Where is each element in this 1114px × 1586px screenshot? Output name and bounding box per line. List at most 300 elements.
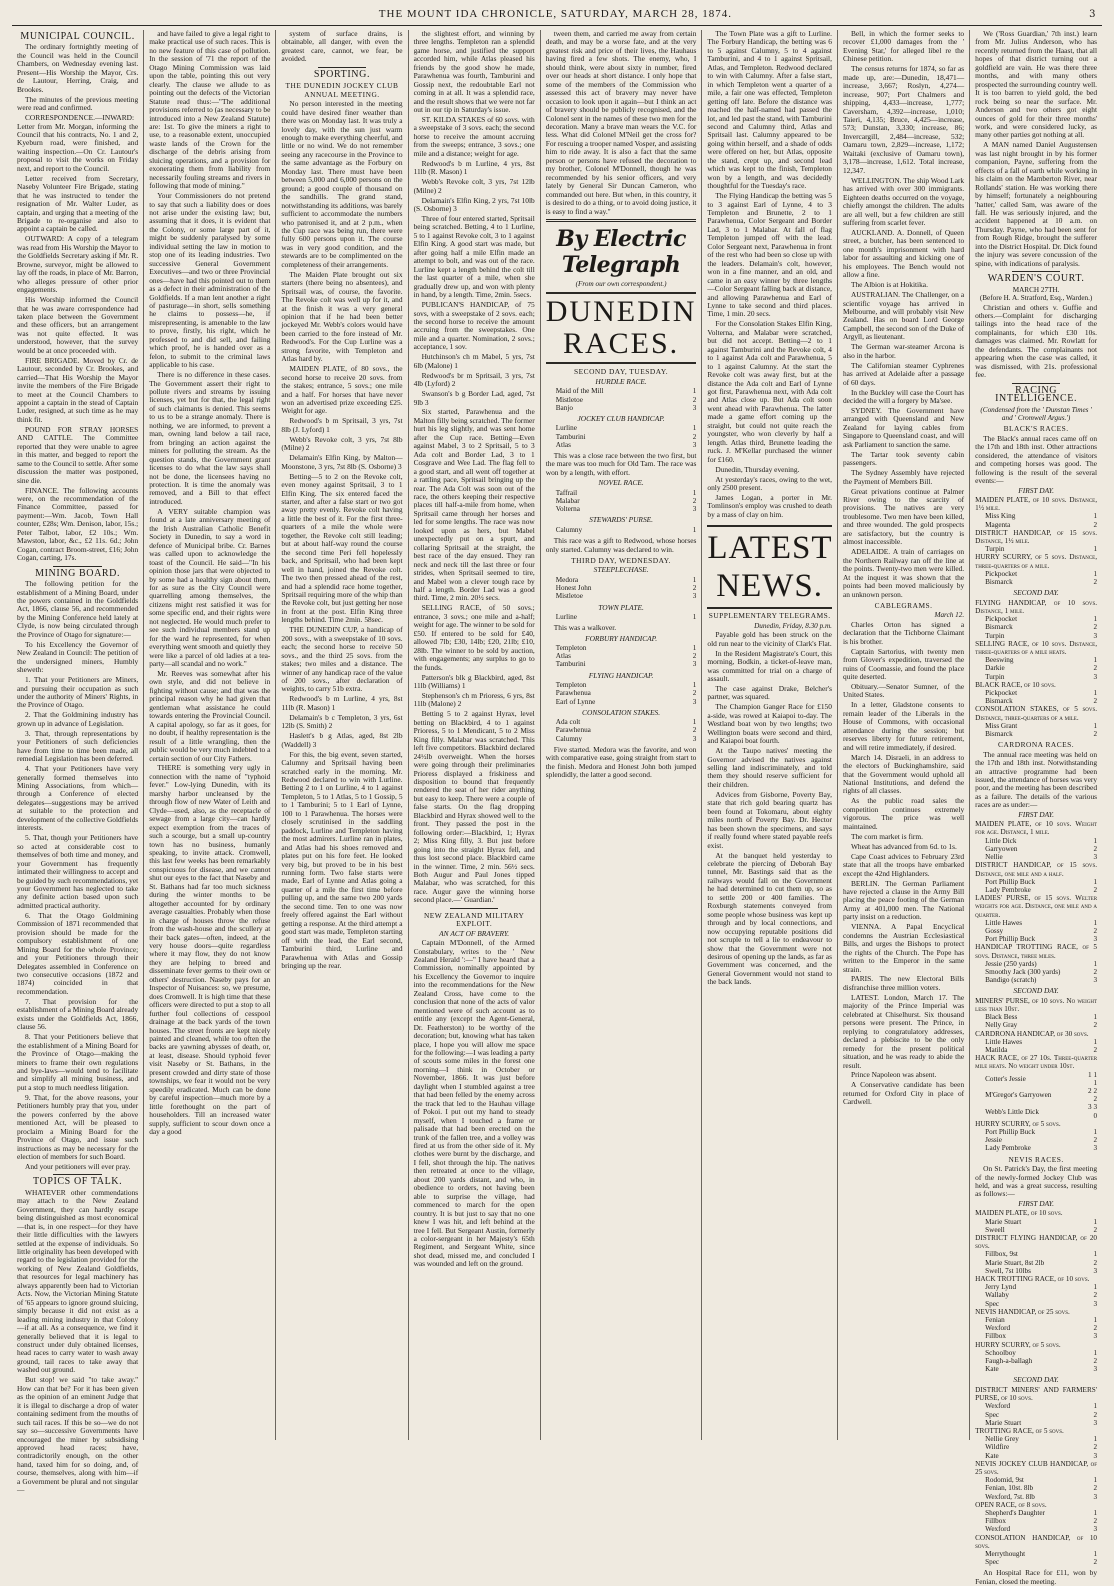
result-name: Little Dick [985,836,1017,845]
result-name: CONSOLATION STAKES, of 5 sovs. Distance, three-quarters of a mile. [975,705,1098,722]
result-row [975,545,1097,553]
result-name: Wexford [985,1324,1011,1333]
paragraph: Swanson's b g Border Lad, aged, 7st 9lb 3 [413,389,535,407]
paragraph: Letter received from Secretary, Naseby Volunteer Fire Brigade, stating that he was instructed to tender the resignation of Mr. Walter Luder, as captain, and urging that a meeting of the Brigade to re-organise and also to appoint a captain be called. [17,173,139,234]
result-row [975,1209,1097,1217]
result-place: 2 [1093,885,1098,894]
result-row [546,404,697,412]
result-row [975,1435,1097,1443]
result-row [546,613,697,621]
consolation-stakes-heading: CONSOLATION STAKES. [582,707,661,717]
result-row [546,660,697,668]
result-name: Fillbox [985,1332,1006,1341]
cardrona-first-day-results [975,820,1097,984]
result-name: Port Phillip Buck [985,877,1036,886]
result-name: HACK TROTTING RACE, of 10 sovs. [975,1275,1090,1283]
supplementary-telegrams-body [707,631,832,987]
paragraph: 2. That the Goldmining industry has grown up in advance of Legislation. [17,710,139,728]
result-row [546,441,697,449]
result-place: 3 [692,505,697,514]
paragraph: OUTWARD: A copy of a telegram was read from His Worship the Mayor to the Goldfields Secretary asking if Mr. R. Browne, surveyor, might be allowed to lay off the roads, in place of Mr. Barron, who alleges pressure of other prior engagements. [17,234,139,295]
result-name: Jessie (250 yards) [985,959,1037,968]
result-place: 1 [1093,1348,1098,1357]
result-row [975,1250,1097,1258]
latest-news-banner: LATEST NEWS. [707,525,832,609]
dunedin-jockey-club-heading: THE DUNEDIN JOCKEY CLUB ANNUAL MEETING. [285,81,399,99]
column-1 [12,30,144,1495]
result-row [975,1144,1097,1152]
nevis-races-intro: On St. Patrick's Day, the first meeting of the newly-formed Jockey Club was held, and was a great success, resulting as follows:— [975,1164,1098,1199]
paragraph: CORRESPONDENCE.—INWARD: Letter from Mr. Morgan, informing the Council that his contracts, No. 1 and 2, Kyeburn road, were finished, and waiting inspection.—On Cr. Lautour's proposal to visit the works on Friday next, and report to the Council. [17,113,139,173]
result-row [546,505,697,513]
result-row [975,1386,1097,1402]
result-row [975,820,1097,836]
result-name: Wexford [985,1402,1011,1411]
masthead-spacer [18,9,22,20]
result-place: 2 [1093,1258,1098,1267]
result-place: 1 [1093,877,1098,886]
hurdle-results [546,387,697,412]
paragraph: 5. That, though your Petitioners have so acted at considerable cost to themselves of both time and money, and your Government has frequently intimated their willingness to accept and be guided by such recommendations, yet your Government has neglected to take any definite action based upon such admitted practical authority. [17,833,139,910]
paragraph: 9. That, for the above reasons, your Petitioners humbly pray that you, under the powers conferred by the above mentioned Act, will be pleased to proclaim a Mining Board for the Province of Otago, and issue such instructions as may be necessary for the election of members for such Board. [17,1092,139,1161]
jc-handicap-heading: JOCKEY CLUB HANDICAP. [577,413,665,423]
result-row [975,1021,1097,1029]
result-name: HACK RACE, of 27 10s. Three-quarter mile heats. No weight under 10st. [975,1054,1098,1071]
consolation-stakes-note: Five started. Medora was the favorite, and won with comparative ease, going straight from start to the finish. Medora and Honest John both jumped splendidly, the latter a good second. [545,744,697,780]
paragraph: As the public road sales the competition continues extremely vigorous. The price was well maintained. [842,796,965,831]
paragraph: AUSTRALIAN. The Challenger, on a scientific voyage has arrived in Melbourne, and will probably visit New Zealand. Has on board Lord George Campbell, the second son of the Duke of Argyll, as lieutenant. [842,290,965,342]
paragraph: There is no difference in these cases. The Government assert their right to pollute rivers and streams by issuing licenses, yet but for that, the legal right of such claimants is denied. This seems to us to be a strange anomaly. There is nothing, we are informed, to prevent a man, owning land below a tail race, from bringing an action against the miners for polluting the stream. As the question stands, the Government grant licenses to do what the law says shall not be done, the licensees having no protection. It is time the anomaly was removed, and a Bill to that effect introduced. [149,370,271,506]
result-place: 2 [1093,1046,1098,1055]
paragraph: A VERY suitable champion was found at a late anniversary meeting of the Irish Australian Catholic Benefit Society in Dunedin, to say a word in defence of Municipal bribe. Cr. Barnes was called upon to acknowledge the toast of the Council. He said—"In his opinion those jars that were objected to by some had a healthy sign about them, for as sure as the City Council were quarrelling among themselves, the citizens might rest satisfied it was for some specific end, and their rights were not neglected. He would much prefer to see such individual members stand up for the ward he represented, for when everything went smooth and quietly they were like a parcel of old ladies at a tea-party—all scandal and no work." [149,506,271,669]
result-place: 1 [692,718,697,727]
blacks-second-day: SECOND DAY. [1013,588,1059,598]
column-4 [409,30,541,1440]
mining-board-body [17,580,138,1171]
result-row [975,894,1097,919]
result-row [975,1525,1097,1533]
result-row [975,1402,1097,1410]
paragraph: Your Commissioners do not pretend to say that such a liability does or does not arise under the existing law; but, assuming that it does, it is evident that the Colony, or some large part of it, might be suddenly paralysed by some individual setting the law in motion to stop one of its leading industries. Two successive General Government Executives—and two or three Provincial ones—have had this pointed out to them as a defect in their administration of the Goldfields. If a man lent another a right of pasturage—in short, sells something he claims to possess—he, if misrepresenting, is amenable to the law to prove, firstly, his right, which he professed to and did sell, and failing which proof, he is handed over as a felon, to submit to the criminal laws applicable to his case. [149,191,271,370]
result-row [975,1316,1097,1324]
cablegram-dateline: March 12. [934,611,965,620]
result-place: 2 [692,497,697,506]
paragraph: The following petition for the establishment of a Mining Board, under the powers contained in the Goldfields Act, 1866, clause 56, and recommended by the Mining Conference held lately at Clyde, is now being circulated through the Province of Otago for signature:— [17,579,139,639]
result-row [975,1476,1097,1484]
result-place: 3 [1093,1418,1098,1427]
result-place: 3 [1093,935,1098,944]
result-row [975,927,1097,935]
result-row [975,512,1097,520]
result-name: Maid of the Mill [555,387,604,396]
result-place: 1 [692,681,697,690]
paragraph: The Champion Ganger Race for £150 a-side, was rowed at Kaiapoi to-day. The Westland boat won by two lengths; two Wellington boats were second and third, and Kaiapoi boat fourth. [707,702,832,746]
result-place: 2 [1093,1410,1098,1419]
result-name: Garryowen [985,844,1018,853]
result-row [975,599,1097,615]
bravery-continued-body [546,30,697,216]
result-name: Calumny [555,734,583,743]
result-name: Wildfire [985,1443,1010,1452]
paragraph: Betting—5 to 2 on the Revoke colt, even money against Spritsail, 3 to 1 Elfin King. The six entered faced the starter, and after a false start or two got away pretty evenly. Revoke colt having a little the best of it. For the first three-quarters of a mile the whole were together, the Revoke colt still leading; but at about half-way round the course the second time Peri fell hopelessly back, and Spritsail, who had been kept well in hand, joined the Revoke colt. The two then pressed ahead of the rest, and had a splendid race home together, Spritsail requiring more of the whip than the Revoke colt, but just getting her nose in front at the post. Elfin King three lengths behind. Time 2min. 58sec. [281,471,403,625]
paragraph: March 14. Disraeli, in an address to the electors of Buckinghamshire, said that the Government would uphold all National Institutions, and defend the rights of all classes. [842,752,965,796]
result-name: Magenta [985,520,1011,529]
result-name: Earl of Lynne [555,697,596,706]
result-row [975,1291,1097,1299]
result-name: TROTTING RACE, of 5 sovs. [975,1426,1064,1435]
paragraph: A MAN named Daniel Augustensen was last night brought in by his former companion, Payne, suffering from the effects of a fall of earth while working in his claim on the Mamberton River, near Rollands' station. He was working there by himself; fortunately a neighbouring 'hatter,' called Sam, was aware of the fall. He was seriously injured, and the accident happened at 10 a.m. on Thursday. Payne, who had been sent for from Rough Ridge, brought the sufferer into the District Hospital. Dr. Dick found the injury was severe concussion of the spine, with indications of paralysis. [975,140,1098,268]
result-row [546,689,697,697]
paragraph: Obituary.—Senator Sumner, of the United States. [842,682,965,700]
result-row [975,1103,1097,1119]
paragraph: In the Buckley will case the Court has decided the will a forgery by Ma'see. [842,387,965,406]
result-place: 1 [692,387,697,396]
column-2 [144,30,276,1440]
paragraph: 4. That your Petitioners have very generally formed themselves into Mining Associations, from which—through a Conference of elected delegates—suggestions may be arrived at suitable to the protection and development of the collective Goldfields interests. [17,764,139,833]
result-name: MAIDEN PLATE, of 10 sovs. [975,1209,1063,1218]
result-place: 3 [1093,853,1098,862]
town-plate-heading: TOWN PLATE. [598,602,644,612]
result-row [975,960,1097,968]
result-name: HURRY SCURRY, of 5 sovs. Distance, three-quarters of a mile. [975,553,1098,570]
cardrona-second-day: SECOND DAY. [1013,986,1059,996]
result-row [975,1283,1097,1291]
result-row [546,396,697,404]
paragraph: Payable gold has been struck on the old run near to the vicinity of Clark's Flat. [707,630,832,648]
paragraph: Captain Sartorius, with twenty men from Glover's expedition, traversed the ruins of Coomassie, and found the place quite deserted. [842,646,965,682]
result-row [975,1300,1097,1308]
cardrona-races-heading: CARDRONA RACES. [998,740,1075,750]
result-place: 1 [692,575,697,584]
paragraph: MAIDEN PLATE, of 80 sovs., the second horse to receive 20 sovs. from the stakes; entrance, 5 sovs.; one mile and a half. For horses that have never won an advertised prize exceeding £25. Weight for age. [281,364,403,416]
result-name: NEVIS HANDICAP, of 25 sovs. [975,1307,1070,1316]
paragraph: POUND FOR STRAY HORSES AND CATTLE. The Committee reported that they were unable to agree in this matter, and begged to report the same to the Council to settle. After some discussion the matter was postponed, sine die. [17,424,139,485]
paragraph: PUBLICAN'S HANDICAP, of 75 sovs, with a sweepstake of 2 sovs. each; the second horse to receive the amount accruing from the sweepstakes. One mile and a quarter. Nomination, 2 sovs.; acceptance, 1 sov. [413,300,535,352]
result-row [975,1267,1097,1275]
result-name: HURRY SCURRY, of 5 sovs. [975,1340,1061,1349]
paragraph: We ('Ross Guardian,' 7th inst.) learn from Mr. Julius Anderson, who has recently returned from the Haast, that all hopes of that district turning out a goldfield are vain. He was there three months, and with many others prospected the surrounding country well. It is too barren to yield gold, the bed rock being so near the surface. Mr. Anderson and two others got eight ounces of gold for their three months' work, and were considered lucky, as many other parties got nothing at all. [975,29,1098,140]
nevis-first-day: FIRST DAY. [1018,1198,1054,1208]
result-row [975,681,1097,689]
result-place: 3 [692,440,697,449]
result-name: M'Gregor's Garryowen [985,1091,1052,1100]
result-name: Turpin [985,545,1005,554]
result-name: Miss King [985,512,1016,521]
result-name: Marie Stuart, 8st 2lb [985,1258,1045,1267]
result-place: 1 [692,525,697,534]
divider [1012,383,1061,384]
result-name: Pickpocket [985,688,1018,697]
wardens-court-body: Christian and others v. Guffie and others.—Complaint for discharging tailings into the head race of the complainants, for which £30 10s. damages was claimed. Mr. Rowlatt for the defendants. The complainants not appearing when the case was called, it was dismissed, with 21s. professional fee. [975,302,1098,380]
result-place: 1 [1093,1402,1098,1411]
paragraph: But stop! we said "to take away." How can that be? For it has been given as the opinion of an eminent Judge that it is illegal to discharge a drop of water containing sediment from the mouths of such tail races. If this be so—we do not say so—successive Governments have encouraged the miner by subsidising approved head races; have, contradictorily enough, on the other hand, taxed him for so doing, and, of course, themselves, along with him—if a Government be plural and not singular— [17,1375,139,1495]
result-place: 1 [1093,1316,1098,1325]
result-name: Honest John [555,584,592,593]
result-place: 2 [1093,730,1098,738]
result-place: 1 [1093,1476,1098,1485]
result-place: 3 [1093,672,1098,681]
racing-source: (Condensed from the ' Dunstan Times ' and ' Cromwell Argus.') [980,405,1092,422]
result-name: CARDRONA HANDICAP, of 30 sovs. [975,1029,1089,1038]
result-row [975,1501,1097,1509]
result-row [546,526,697,534]
result-name: Wallaby [985,1291,1009,1300]
result-row [975,1365,1097,1373]
result-name: Darkie [985,664,1005,673]
paragraph: The case against Drake, Belcher's partner, was squared. [707,683,832,702]
result-place: 2 [692,432,697,441]
result-name: Fillbox, 9st [985,1250,1018,1259]
result-place: 2 [692,652,697,661]
town-plate-results [546,613,697,621]
result-place: 2 [1093,844,1098,853]
result-name: Matilda [985,1046,1008,1055]
paragraph: Redwood's b m Spritsail, 3 yrs, 7st 8lb (J. Lyford) 1 [281,416,403,434]
paragraph: FINANCE. The following accounts were, on the recommendation of the Finance Committee, passed for payment:—Wm. Jacob, Town Hall counter, £28s; Wm. Denison, labor, 15s.; Peter Talbot, labor, £2 10s.; Wm. Mawston, labor, &c., £2 11s. 6d.; John Cogan, contract Broom-street, £16; John Cogan, carting, 17s. [17,485,139,563]
result-row [975,1275,1097,1283]
result-name: Malabar [555,497,580,506]
result-name: Parawhenua [555,726,591,735]
paragraph: Three of four entered started, Spritsail being scratched. Betting, 4 to 1 Lurline, 5 to 1 against Revoke colt, 3 to 1 against Elfin King. A good start was made, but after going half a mile Elfin made an attempt to bolt, and was out of the race. Lurline kept a length behind the colt till the last quarter of a mile, when she gradually drew up, and won with plenty in hand, by a length. Time, 2min. 5secs. [413,214,535,300]
result-row [975,705,1097,721]
result-name: Spec [985,1299,1000,1308]
result-name: Fillbox [985,1517,1006,1526]
result-row [975,496,1097,512]
result-row [975,837,1097,845]
paragraph: Wheat has advanced from 6d. to 1s. [850,841,957,851]
result-name: MAIDEN PLATE, of 10 sovs. Weight for age. Distance, 1 mile. [975,820,1098,837]
result-place: 2 [1093,1357,1098,1366]
result-place: 1 [1093,1217,1098,1226]
column-5 [541,30,703,1440]
result-place: 2 [1093,1443,1098,1452]
result-place: 2 2 2 [1088,1087,1098,1104]
result-name: DISTRICT FLYING HANDICAP, of 20 sovs. [975,1233,1098,1251]
paragraph: For the Consolation Stakes Elfin King, Volterna, and Malabar were scratched, but did not accept. Betting—2 to 1 against Tamburini and the Revoke colt, 4 to 1 against Ada colt and Parawhenua, 5 to 1 against Calumny. At the start the Revoke colt was away first, but at the distance the Ada colt and Earl of Lynne got first, Parawhenua next, with Ada colt and Atlas close up. But Ada colt soon went ahead with Parawhenua. The latter made a game effort coming up the straight, but could not quite reach the youngster, who won cleverly by half a length. Atlas third, Brunette leading the ruck. J. M'Kellar purchased the winner for £160. [707,319,832,464]
paragraph: James Logan, a porter in Mr. Tomlinson's employ was crushed to death by a mass of clay on him. [707,492,832,519]
jc-handicap-note: This was a close race between the two first, but the mare was too much for Old Tam. The race was won by a length, with effort. [545,451,697,477]
result-place: 1 [692,424,697,433]
result-place: 2 [1093,697,1098,706]
result-row [546,387,697,395]
column-8 [970,29,1102,1586]
result-row [975,578,1097,586]
result-row [975,1038,1097,1046]
result-row [975,1550,1097,1558]
paragraph: Delamain's Elfin King, 2 yrs, 7st 10lb (S. Osborne) 3 [413,195,535,214]
result-place: 1 [1093,545,1098,554]
result-name: Rodomid, 9st [985,1476,1024,1485]
paragraph: The census returns for 1874, so far as made up, are:—Dunedin, 18,471—increase, 3,667; Roslyn, 4,274—increase, 907; Port Chalmers and shipping, 4,433—increase, 1,777; Caversham, 4,392—increase, 1,010; Taieri, 4,135; Bruce, 4,425—increase, 573; Dunstan, 3,330; increase, 86; Invercargill, 2,484—increase, 532; Oamaru town, 2,829—increase, 1,172; Waitaki (exclusive of Oamaru town), 3,178—increase, 1,612. Total increase, 12,347. [842,64,965,175]
paragraph: Great privations continue at Palmer River owing to the scarcity of provisions. The natives are very troublesome. Two men have been killed, and three wounded. The gold prospects are satisfactory, but the country is almost inaccessible. [842,486,965,547]
result-row [975,1054,1097,1070]
dunedin-races-banner: DUNEDIN RACES. [546,292,697,364]
result-name: Lurline [555,424,577,433]
novel-race-results [546,489,697,514]
result-place: 1 [1093,1250,1098,1259]
result-name: Tamburini [555,432,586,441]
result-name: Kate [985,1451,999,1460]
result-name: Kate [985,1365,999,1374]
result-name: Bismarck [985,623,1013,632]
result-place: 3 [1093,1299,1098,1308]
forbury-handicap-results [546,644,697,669]
flying-handicap-heading: FLYING HANDICAP. [588,670,654,680]
result-name: SELLING RACE, of 10 sovs. Distance, three-quarters of a mile heats. [975,639,1098,656]
result-place: 3 [1093,1492,1098,1501]
result-row [975,1332,1097,1340]
result-row [975,1234,1097,1250]
result-place: 2 [1093,520,1098,529]
hurdle-race-heading: HURDLE RACE. [595,376,647,386]
result-name: LADIES' PURSE, of 15 sovs. Welter weights for age. Distance, one mile and a quarter. [975,894,1098,919]
result-place: 1 [1093,615,1098,624]
stewards-purse-note: This race was a gift to Redwood, whose horses only started. Calumny was declared to win. [545,536,697,554]
result-name: HANDICAP TROTTING RACE, of 5 sovs. Distance, three miles. [975,943,1098,960]
result-row [975,976,1097,984]
result-row [975,1493,1097,1501]
result-row [975,886,1097,894]
result-row [975,943,1097,959]
result-row [975,1308,1097,1316]
result-name: Cotter's Jessie [985,1074,1026,1083]
result-row [975,1411,1097,1419]
result-row [975,1013,1097,1021]
result-name: Shepherd's Daughter [985,1508,1045,1517]
column-3 [276,30,408,1440]
result-name: Bismarck [985,578,1013,587]
nevis-second-day-results [975,1386,1097,1566]
result-name: Atlas [555,440,571,449]
result-name: Little Hawes [985,918,1023,927]
result-place: 2 [1093,1021,1098,1030]
result-place: 3 [1093,1525,1098,1534]
result-name: Port Phillip Buck [985,935,1036,944]
result-name: Fenian [985,1316,1005,1325]
divider [53,566,101,567]
result-place: 3 [692,660,697,669]
paragraph: Haslett's b g Atlas, aged, 8st 2lb (Waddell) 3 [281,731,403,749]
result-name: Pickpocket [985,615,1018,624]
paragraph: WELLINGTON. The ship Wood Lark has arrived with over 300 immigrants. Eighteen deaths occurred on the voyage, chiefly amongst the children. The adults are all well, but a few children are still suffering from scarlet fever. [842,175,965,227]
result-name: Medora [555,575,579,584]
result-row [975,1136,1097,1144]
result-row [975,615,1097,623]
result-name: Black Bess [985,1013,1018,1022]
stewards-purse-heading: STEWARDS' PURSE. [589,515,653,525]
result-name: Beeswing [985,656,1014,665]
paragraph: ST. KILDA STAKES of 60 sovs. with a sweepstake of 3 sovs. each; the second horse to receive the amount accruing from the sweeps; entrance, 3 sovs.; one mile and a distance; weight for age. [413,115,535,158]
result-name: Taffrail [555,488,578,497]
result-row [975,1324,1097,1332]
result-row [975,664,1097,672]
masthead-title: THE MOUNT IDA CHRONICLE, SATURDAY, MARCH 28, 1874. [378,8,733,20]
divider [450,908,498,909]
telegraph-source: (From our own correspondent.) [575,279,667,288]
result-row [546,497,697,505]
races-report-body [707,30,832,519]
result-name: OPEN RACE, of 8 sovs. [975,1500,1047,1509]
result-place: 1 [1093,1435,1098,1444]
result-row [975,1558,1097,1566]
paragraph: Hutchinson's ch m Mabel, 5 yrs, 7st 6lb (Malone) 1 [413,352,535,370]
result-row [546,681,697,689]
result-row [546,424,697,432]
nevis-second-day: SECOND DAY. [1013,1375,1059,1385]
result-name: Calumny [555,525,583,534]
result-name: Lady Pembroke [985,1144,1031,1153]
cardrona-second-day-results [975,997,1097,1153]
result-place: 1 [1093,1037,1098,1046]
result-name: Webb's Little Dick [985,1107,1039,1116]
result-row [975,1460,1097,1476]
result-name: Turpin [985,672,1005,681]
stewards-purse-results [546,526,697,534]
result-name: Marie Stuart [985,1217,1022,1226]
result-place: 1 [1093,836,1098,845]
paragraph: BERLIN. The German Parliament have rejected a clause in the Army Bill placing the peace footing of the German Army at 401,000 men. The National party insist on a reduction. [842,878,965,922]
column-6 [702,30,838,1440]
topics-of-talk-body [17,1189,138,1495]
result-row [975,673,1097,681]
result-name: Turpin [985,631,1005,640]
result-name: Volterna [555,505,580,514]
paragraph: Patterson's blk g Blackbird, aged, 8st 11lb (Williams) 1 [413,672,535,690]
racing-intelligence-heading: RACING INTELLIGENCE. [995,384,1078,405]
result-row [975,1341,1097,1349]
result-row [975,1128,1097,1136]
result-place: 1 [1093,688,1098,697]
result-name: Tamburini [555,660,586,669]
result-place: 2 [692,584,697,593]
result-name: Templeton [555,681,587,690]
result-row [975,1534,1097,1550]
municipal-council-heading: MUNICIPAL COUNCIL. [20,31,135,42]
nz-military-body [414,939,535,1269]
columns [12,29,1102,1586]
result-row [975,878,1097,886]
result-row [975,1419,1097,1427]
result-place: 2 [1093,623,1098,632]
result-place: 1 [1093,1013,1098,1022]
paragraph: Delamain's Elfin King, by Malton—Moonstone, 3 yrs, 7st 8lb (S. Osborne) 3 [281,453,403,471]
result-row [975,1087,1097,1103]
result-place: 1 [1093,721,1098,730]
divider [53,1174,101,1175]
flying-handicap-results [546,681,697,706]
town-plate-note: This was a walkover. [553,623,617,633]
paragraph: FIRE BRIGADE. Moved by Cr. de Lautour, seconded by Cr. Brookes, and carried—That His Worship the Mayor invite the members of the Fire Brigade to meet at the Council Chambers to appoint a captain in the stead of Captain Luder, resigned, at such time as he may think fit. [17,355,139,424]
paragraph: tween them, and carried me away from certain death, and may be a worse fate, and at the very greatest risk and price of their lives, the Hauhaus having fired a few shots. The enemy, who, I should think, were about sixty in number, fired over our heads at short distance. I only hope that some of the members of the Commission who assessed this act of bravery may never have occasion to look upon it again—but I think an act of bravery should be publicly recognised, and the Colonel sent in the names of these two men for the decoration. Many a brave man wears the V.C. for less. What did Colonel M'Neil get the cross for? For rescuing a trooper named Vosper, and assisting him to ride away. It is also a fact that the same person or persons have refused the decoration to my brother, Colonel M'Donnell, though he was recommended by his senior officers, and very lately by General Sir Duncan Cameron, who commanded out here. But when, in this country, it is desired to do a thing, or to avoid doing justice, it is easy to find a way." [545,29,697,216]
result-name: Lurline [555,612,577,621]
result-place: 1 [1093,512,1098,521]
result-name: DISTRICT HANDICAP, of 15 sovs. Distance, one mile and a half. [975,861,1098,878]
paragraph: To his Excellency the Governor of New Zealand in Council: The petition of the undersigned miners, Humbly sheweth: [17,639,139,675]
result-name: Little Hawes [985,1037,1023,1046]
result-row [975,1357,1097,1365]
paragraph: Webb's Revoke colt, 3 yrs, 7st 8lb (Milne) 2 [281,434,403,453]
cardrona-races-intro: The annual race meeting was held on the 17th and 18th inst. Notwithstanding an attractive programme had been issued, the attendance of horses was very poor, and the meeting has been described as a failure. The details of the various races are as under:— [975,749,1098,810]
paragraph: Six started, Parawhenua and the Malton filly being scratched. The former hurt his leg slightly, and was sent home after the Cup race. Betting—Even against Mabel, 3 to 2 Spritsail, 5 to 3 Ada colt and Border Lad, 3 to 1 Cosgrave and Wee Lad. The flag fell to a good start, and all went off together at a rattling pace, Spritsail bringing up the rear. The Ada Colt was soon out of the race, the others keeping their respective places till half-a-mile from home, when Spritsail came through her horses and led for some lengths. The race was now looked upon as hers, but Mabel unexpectedly put on a spurt, and collaring Spritsail at the straight, the best race of the day ensued. They ran neck and neck till the last three or four strides, when Spritsail seemed to tire, and Mabel won a clever tough race by half a length. Border Lad was a good third. Time, 2 min. 20½ secs. [413,407,535,603]
paragraph: system of surface drains, is obtainable, all danger, with even the greatest care, cannot, we fear, be avoided. [281,29,403,64]
steeplechase-results [546,576,697,601]
result-row [975,1259,1097,1267]
paragraph: Prince Napoleon was absent. [850,1070,937,1080]
paragraph: The corn market is firm. [850,831,923,841]
paragraph: The Flying Handicap the betting was 5 to 3 against Earl of Lynne, 4 to 3 Templeton and Brunette, 2 to 1 Parawhenua, Color Sergeant and Border Lad, 3 to 1 Malabar. At fall of flag Templeton jumped off with the lead. Color Sergeant next, Parawhenua in front of the rest who had been so close up with the leaders. Delamain's colt, however, won in a fine manner, and an old, and came in an easy winner by three lengths—Color Sergeant falling back at distance, and allowing Parawhenua and Earl of Lynne to take second and third places. Time, 1 min. 20 secs. [707,191,832,319]
paragraph: LATEST. London, March 17. The majority of the Prince Imperial was celebrated at Chiselhurst. Six thousand persons were present. The Prince, in replying to congratulatory addresses, declared a plebiscite to be the only remedy for the present political situation, and he was ready to abide the result. [842,992,965,1070]
result-place: 2 [1093,664,1098,673]
